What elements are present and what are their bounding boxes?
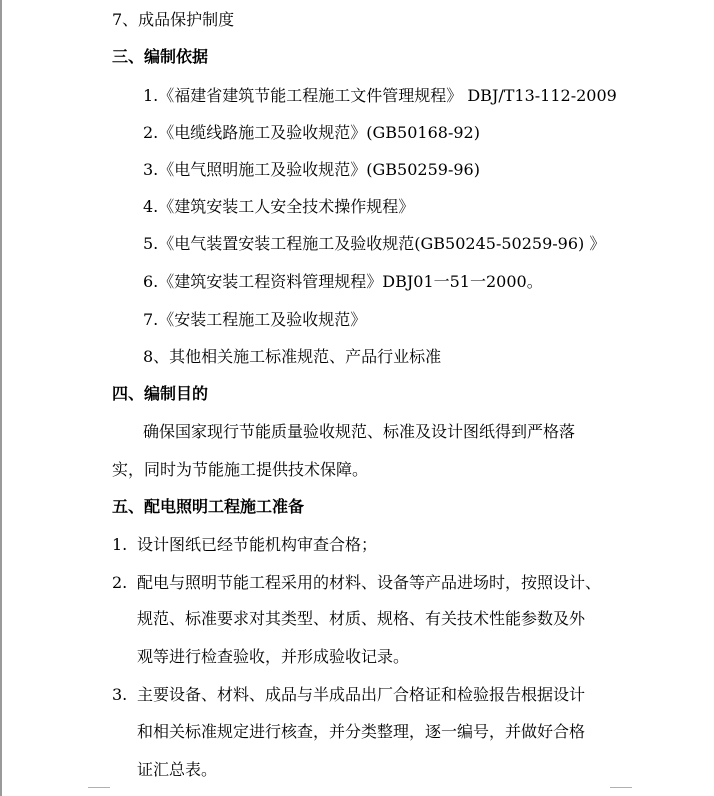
list-number: 3. (112, 685, 128, 704)
list-item-line: 配电与照明节能工程采用的材料、设备等产品进场时，按照设计、 (137, 573, 602, 592)
page-edge (0, 0, 2, 796)
reference-item: 7.《安装工程施工及验收规范》 (143, 310, 367, 329)
paragraph-line: 实，同时为节能施工提供技术保障。 (112, 460, 369, 479)
list-item-line: 和相关标准规定进行核查，并分类整理，逐一编号，并做好合格 (137, 722, 586, 741)
list-number: 1. (112, 535, 128, 554)
list-item-line: 设计图纸已经节能机构审查合格； (137, 535, 378, 554)
reference-item: 5.《电气装置安装工程施工及验收规范(GB50245-50259-96) 》 (143, 234, 606, 253)
reference-item: 3.《电气照明施工及验收规范》(GB50259-96) (143, 160, 480, 179)
margin-corner-mark (610, 787, 632, 794)
text-line: 7、成品保护制度 (112, 10, 235, 29)
reference-item: 6.《建筑安装工程资料管理规程》DBJ01一51一2000。 (143, 272, 543, 291)
list-number: 2. (112, 573, 128, 592)
reference-item: 8、其他相关施工标准规范、产品行业标准 (143, 347, 442, 366)
list-item-line: 规范、标准要求对其类型、材质、规格、有关技术性能参数及外 (137, 609, 586, 628)
reference-item: 1.《福建省建筑节能工程施工文件管理规程》 DBJ/T13-112-2009 (143, 86, 617, 105)
list-item-line: 主要设备、材料、成品与半成品出厂合格证和检验报告根据设计 (137, 685, 586, 704)
reference-item: 2.《电缆线路施工及验收规范》(GB50168-92) (143, 123, 480, 142)
list-item-line: 证汇总表。 (137, 760, 218, 779)
section-heading: 五、配电照明工程施工准备 (112, 497, 305, 516)
list-item-line: 观等进行检查验收，并形成验收记录。 (137, 647, 410, 666)
reference-item: 4.《建筑安装工人安全技术操作规程》 (143, 197, 415, 216)
section-heading: 三、编制依据 (112, 47, 209, 66)
margin-corner-mark (88, 787, 110, 794)
paragraph-line: 确保国家现行节能质量验收规范、标准及设计图纸得到严格落 (143, 422, 576, 441)
section-heading: 四、编制目的 (112, 384, 209, 403)
